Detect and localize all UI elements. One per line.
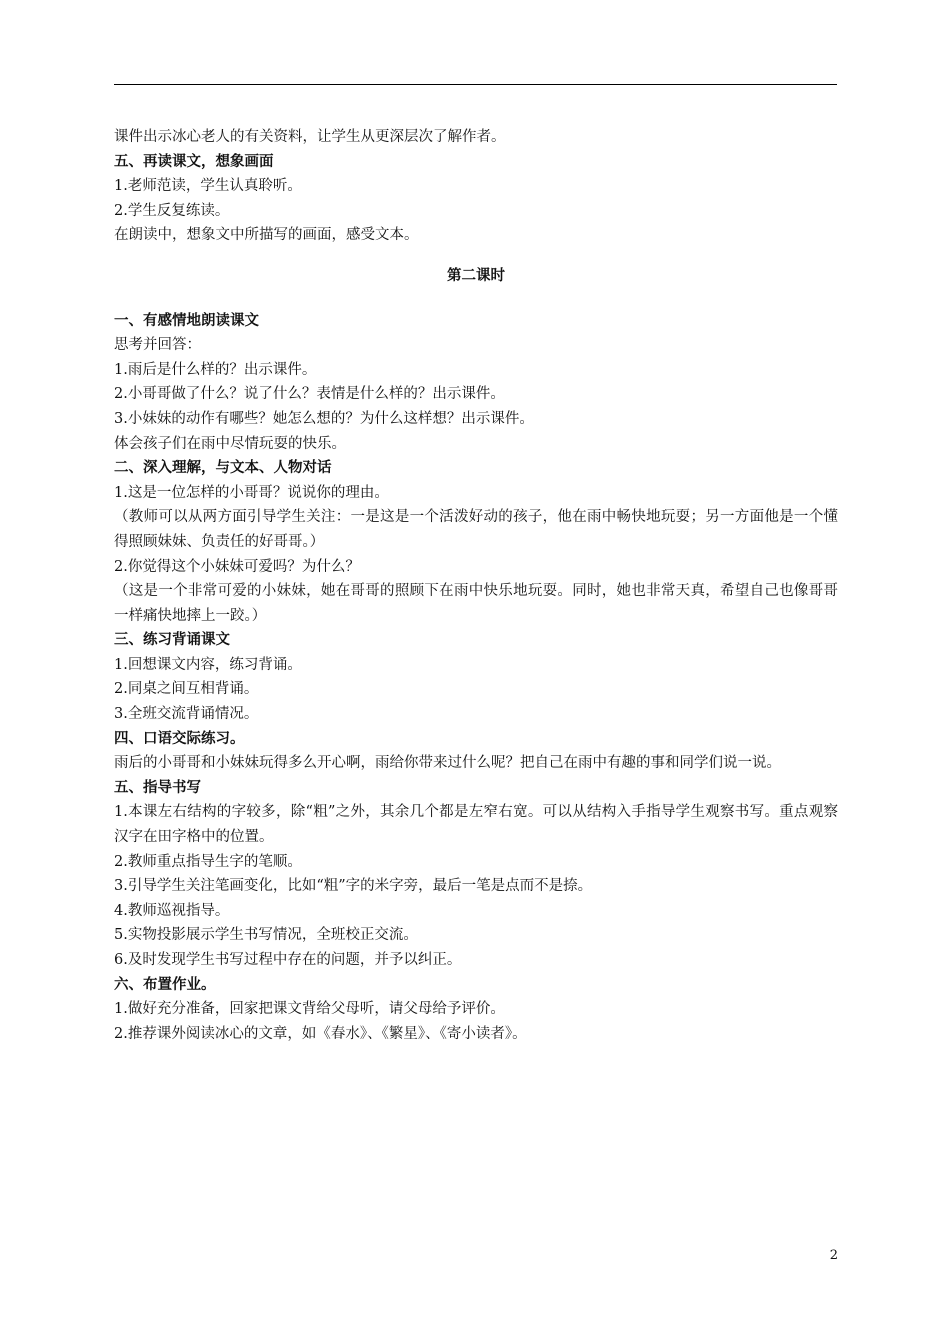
paragraph: （教师可以从两方面引导学生关注：一是这是一个活泼好动的孩子，他在雨中畅快地玩耍；另一方面他是一个懂得照顾妹妹、负责任的好哥哥。） [114,509,838,550]
paragraph: 在朗读中，想象文中所描写的画面，感受文本。 [114,227,419,244]
paragraph: 1.回想课文内容，练习背诵。 [114,656,302,673]
paragraph: 思考并回答： [114,337,201,354]
paragraph: 雨后的小哥哥和小妹妹玩得多么开心啊，雨给你带来过什么呢？把自己在雨中有趣的事和同学们说一说。 [114,755,781,772]
paragraph: （这是一个非常可爱的小妹妹，她在哥哥的照顾下在雨中快乐地玩耍。同时，她也非常天真，希望自己也像哥哥一样痛快地摔上一跤。） [114,583,838,624]
paragraph: 2.小哥哥做了什么？说了什么？表情是什么样的？出示课件。 [114,386,505,403]
paragraph: 6.及时发现学生书写过程中存在的问题，并予以纠正。 [114,952,462,968]
bottom-section [114,309,838,1047]
section-heading: 五、再读课文，想象画面 [114,153,274,170]
paragraph: 2.学生反复练读。 [114,202,230,219]
paragraph: 体会孩子们在雨中尽情玩耍的快乐。 [114,435,346,452]
paragraph: 1.本课左右结构的字较多，除“粗”之外，其余几个都是左窄右宽。可以从结构入手指导学生观察书写。重点观察汉字在田字格中的位置。 [114,804,838,846]
document-body [114,125,838,1046]
paragraph: 5.实物投影展示学生书写情况，全班校正交流。 [114,927,418,944]
paragraph: 3.小妹妹的动作有哪些？她怎么想的？为什么这样想？出示课件。 [114,410,534,427]
paragraph: 2.教师重点指导生字的笔顺。 [114,853,302,870]
paragraph: 1.这是一位怎样的小哥哥？说说你的理由。 [114,484,389,501]
paragraph: 1.雨后是什么样的？出示课件。 [114,361,317,378]
section-heading: 六、布置作业。 [114,976,216,993]
top-section [114,125,838,248]
header-rule [114,84,837,85]
page-number: 2 [829,1248,838,1263]
paragraph: 2.推荐课外阅读冰心的文章，如《春水》、《繁星》、《寄小读者》。 [114,1025,527,1042]
paragraph: 2.同桌之间互相背诵。 [114,681,259,698]
paragraph: 2.你觉得这个小妹妹可爱吗？为什么？ [114,558,360,575]
section-heading: 五、指导书写 [114,779,201,796]
paragraph: 3.全班交流背诵情况。 [114,706,259,723]
lesson-title: 第二课时 [447,267,505,284]
paragraph: 4.教师巡视指导。 [114,902,230,919]
section-heading: 三、练习背诵课文 [114,632,230,649]
paragraph: 1.做好充分准备，回家把课文背给父母听，请父母给予评价。 [114,1001,505,1018]
section-heading: 二、深入理解，与文本、人物对话 [114,460,332,477]
section-heading: 四、口语交际练习。 [114,730,245,747]
paragraph: 1.老师范读，学生认真聆听。 [114,178,302,195]
section-heading: 一、有感情地朗读课文 [114,312,259,329]
paragraph: 3.引导学生关注笔画变化，比如“粗”字的米字旁，最后一笔是点而不是捺。 [114,878,593,895]
paragraph: 课件出示冰心老人的有关资料，让学生从更深层次了解作者。 [114,129,506,145]
